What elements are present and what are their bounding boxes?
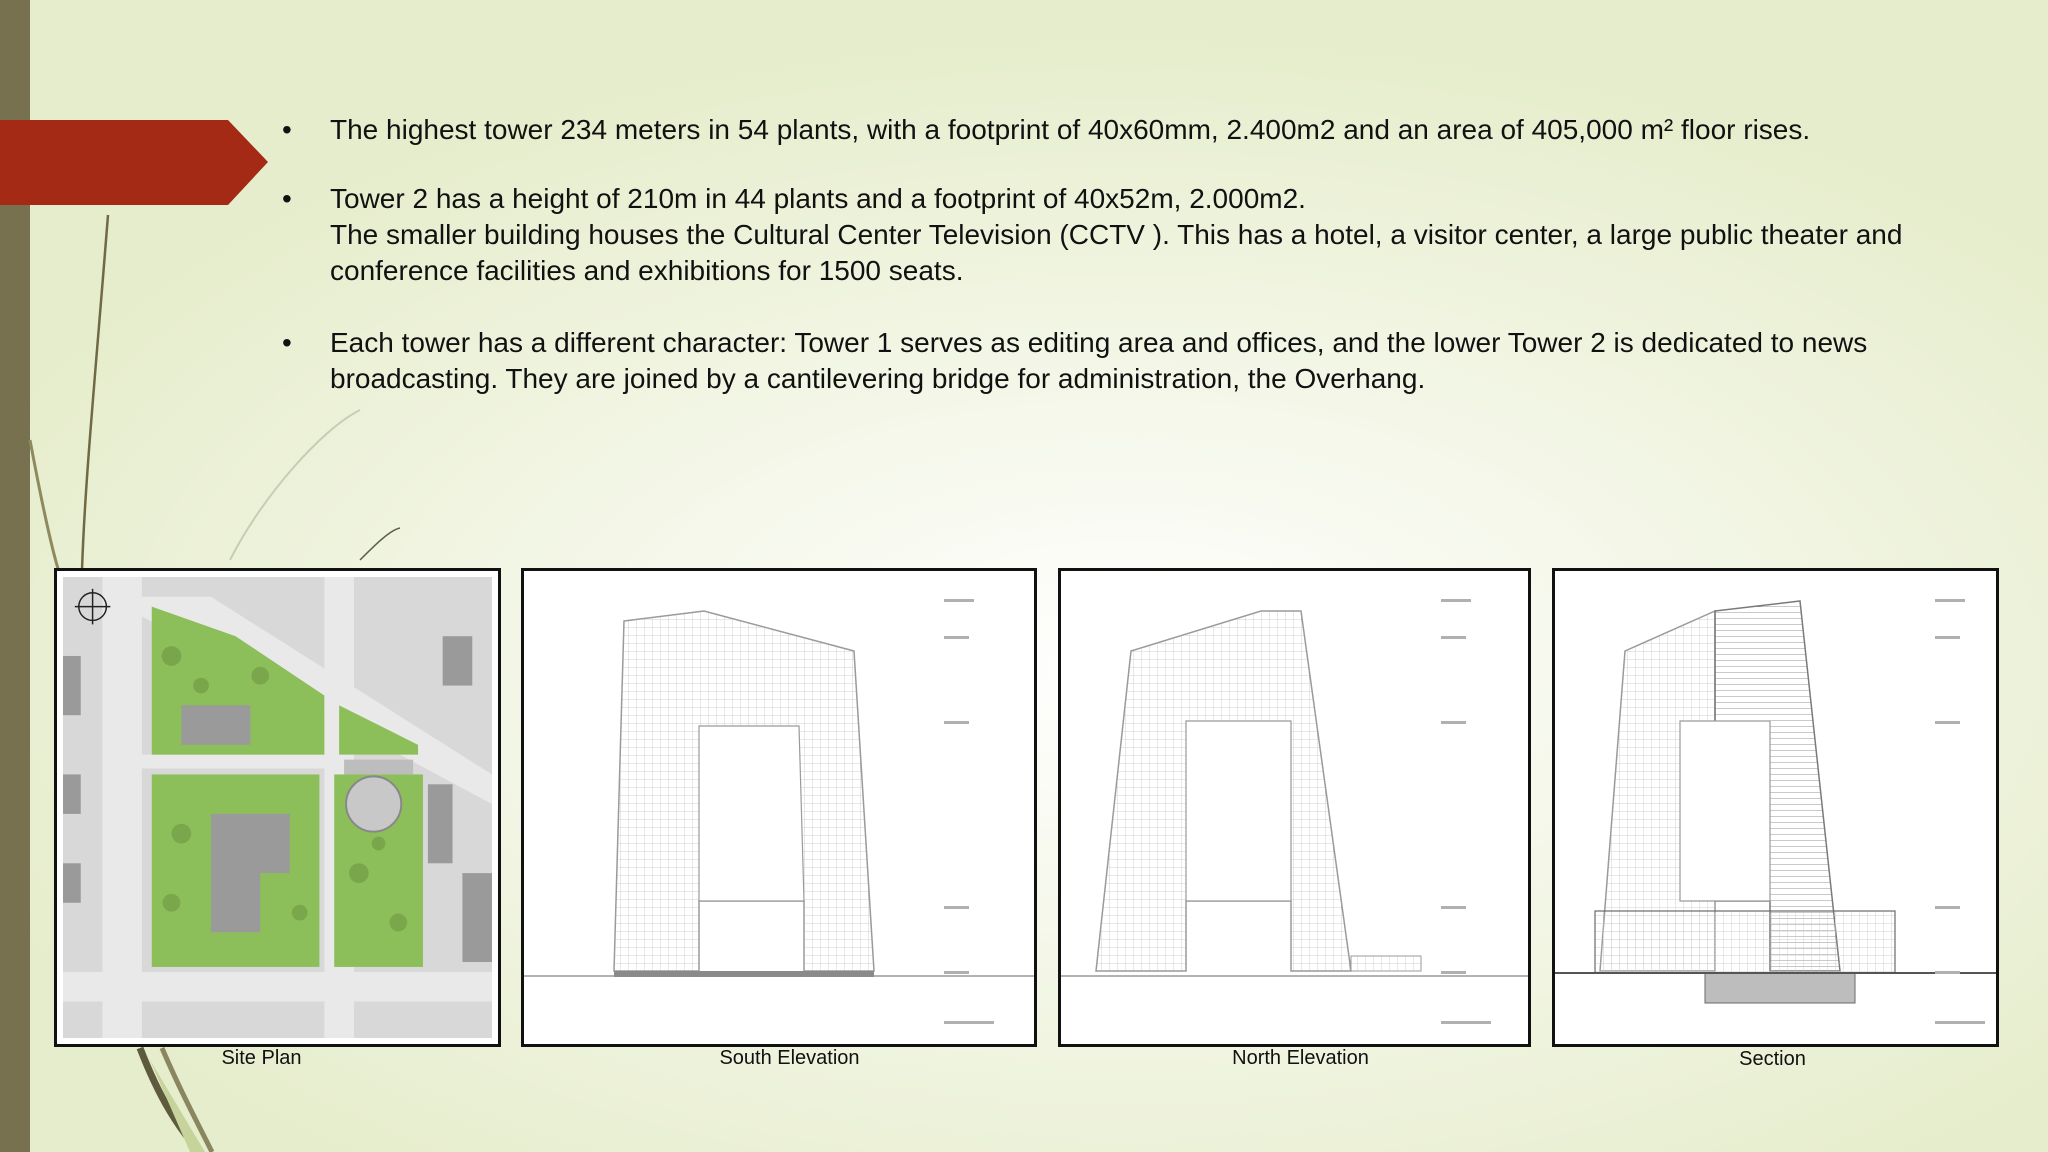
- site-plan-image: [54, 568, 501, 1047]
- bullet-text: The highest tower 234 meters in 54 plants, with a footprint of 40x60mm, 2.400m2 and an area of 405,000 m² floor rises.: [330, 114, 1811, 145]
- bullet-marker: •: [282, 114, 292, 145]
- bullet-list: [282, 112, 2002, 397]
- red-arrow-accent: [0, 120, 268, 205]
- section-image: [1552, 568, 1999, 1047]
- bullet-item: [282, 112, 2002, 148]
- site-plan-caption: Site Plan: [221, 1047, 302, 1069]
- north-elevation-caption: North Elevation: [1232, 1047, 1369, 1069]
- bullet-item: [282, 325, 2002, 397]
- section-caption: Section: [1739, 1048, 1806, 1070]
- bullet-marker: •: [282, 183, 292, 214]
- bullet-text: Tower 2 has a height of 210m in 44 plants and a footprint of 40x52m, 2.000m2.: [330, 183, 1306, 214]
- north-elevation-image: [1058, 568, 1531, 1047]
- bullet-text: Each tower has a different character: Tower 1 serves as editing area and offices, and the lower Tower 2 is dedicated to news broadcasting. They are joined by a cantilevering bridge for administration, the Overhang.: [330, 327, 1868, 394]
- south-elevation-image: [521, 568, 1037, 1047]
- bullet-item: [282, 181, 2002, 289]
- south-elevation-caption: South Elevation: [719, 1047, 860, 1069]
- bullet-text: The smaller building houses the Cultural Center Television (CCTV ). This has a hotel, a visitor center, a large public theater and conference facilities and exhibitions for 1500 seats.: [330, 219, 1903, 286]
- bullet-marker: •: [282, 327, 292, 358]
